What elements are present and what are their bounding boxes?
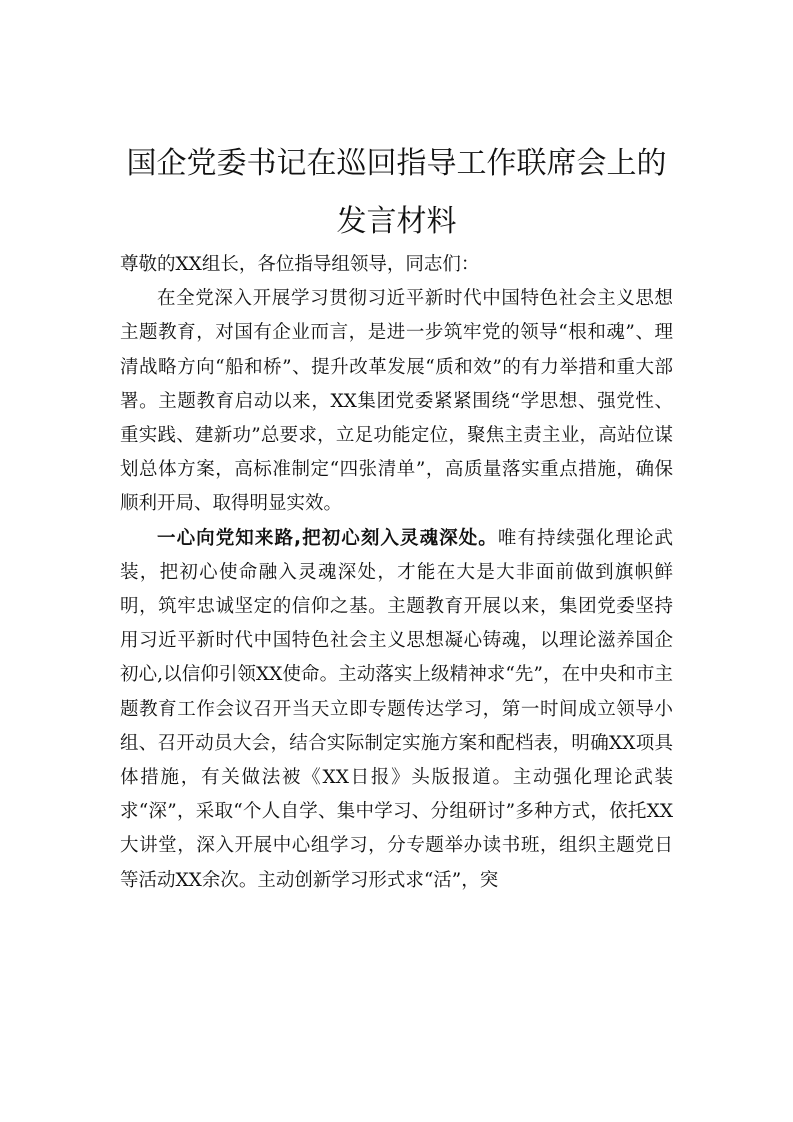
paragraph-section-1 [120, 522, 673, 898]
section-1-text: 唯有持续强化理论武装，把初心使命融入灵魂深处，才能在大是大非面前做到旗帜鲜明，筑牢忠诚坚定的信仰之基。主题教育开展以来，集团党委坚持用习近平新时代中国特色社会主义思想凝心铸魂，以理论滋养国企初心,以信仰引领XX使命。主动落实上级精神求“先”，在中央和市主题教育工作会议召开当天立即专题传达学习，第一时间成立领导小组、召开动员大会，结合实际制定实施方案和配档表，明确XX项具体措施，有关做法被《XX日报》头版报道。主动强化理论武装求“深”，采取“个人自学、集中学习、分组研讨”多种方式，依托XX大讲堂，深入开展中心组学习，分专题举办读书班，组织主题党日等活动XX余次。主动创新学习形式求“活”，突 [120, 527, 673, 891]
paragraph-intro: 在全党深入开展学习贯彻习近平新时代中国特色社会主义思想主题教育，对国有企业而言，是进一步筑牢党的领导“根和魂”、理清战略方向“船和桥”、提升改革发展“质和效”的有力举措和重大部署。主题教育启动以来，XX集团党委紧紧围绕“学思想、强党性、重实践、建新功”总要求，立足功能定位，聚焦主责主业，高站位谋划总体方案，高标准制定“四张清单”，高质量落实重点措施，确保顺利开局、取得明显实效。 [120, 288, 673, 515]
section-1-heading: 一心向党知来路,把初心刻入灵魂深处。 [157, 527, 498, 549]
document-title-line-2: 发言材料 [336, 204, 457, 239]
salutation: 尊敬的XX组长，各位指导组领导，同志们： [120, 254, 480, 275]
document-title-line-1: 国企党委书记在巡回指导工作联席会上的 [126, 146, 667, 181]
document-body [120, 248, 673, 898]
